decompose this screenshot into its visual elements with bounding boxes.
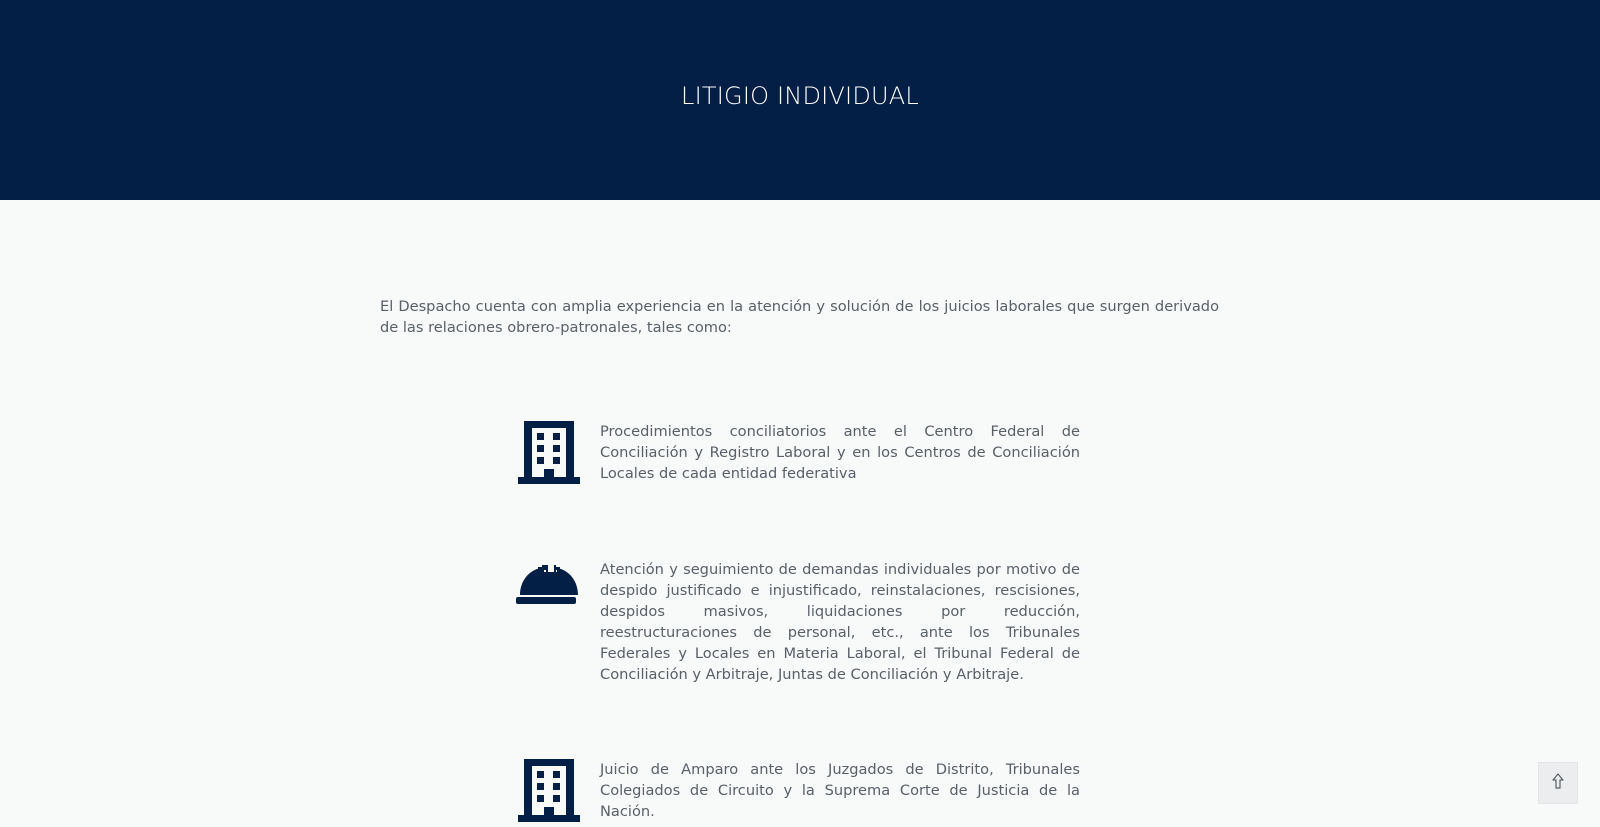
page-title: LITIGIO INDIVIDUAL (681, 82, 919, 110)
service-description: Juicio de Amparo ante los Juzgados de Distrito, Tribunales Colegiados de Circuito y la Suprema Corte de Justicia de la Nación. (600, 761, 1080, 820)
arrow-up-icon (1550, 773, 1566, 793)
service-description: Atención y seguimiento de demandas individuales por motivo de despido justificado e injustificado, reinstalaciones, rescisiones, despidos masivos, liquidaciones por reducción, reestructuraciones de personal, etc., ante los Tribunales Federales y Locales en Materia Laboral, el Tribunal Federal de Conciliación y Arbitraje, Juntas de Conciliación y Arbitraje. (600, 561, 1080, 683)
hero-banner (0, 0, 1600, 200)
service-description: Procedimientos conciliatorios ante el Centro Federal de Conciliación y Registro Laboral y en los Centros de Conciliación Locales de cada entidad federativa (600, 423, 1080, 482)
building-icon (516, 759, 582, 823)
back-to-top-button[interactable] (1538, 762, 1578, 804)
building-icon (516, 421, 582, 485)
intro-paragraph: El Despacho cuenta con amplia experiencia en la atención y solución de los juicios laborales que surgen derivado de las relaciones obrero-patronales, tales como: (380, 298, 1219, 336)
hard-hat-icon (516, 559, 582, 623)
